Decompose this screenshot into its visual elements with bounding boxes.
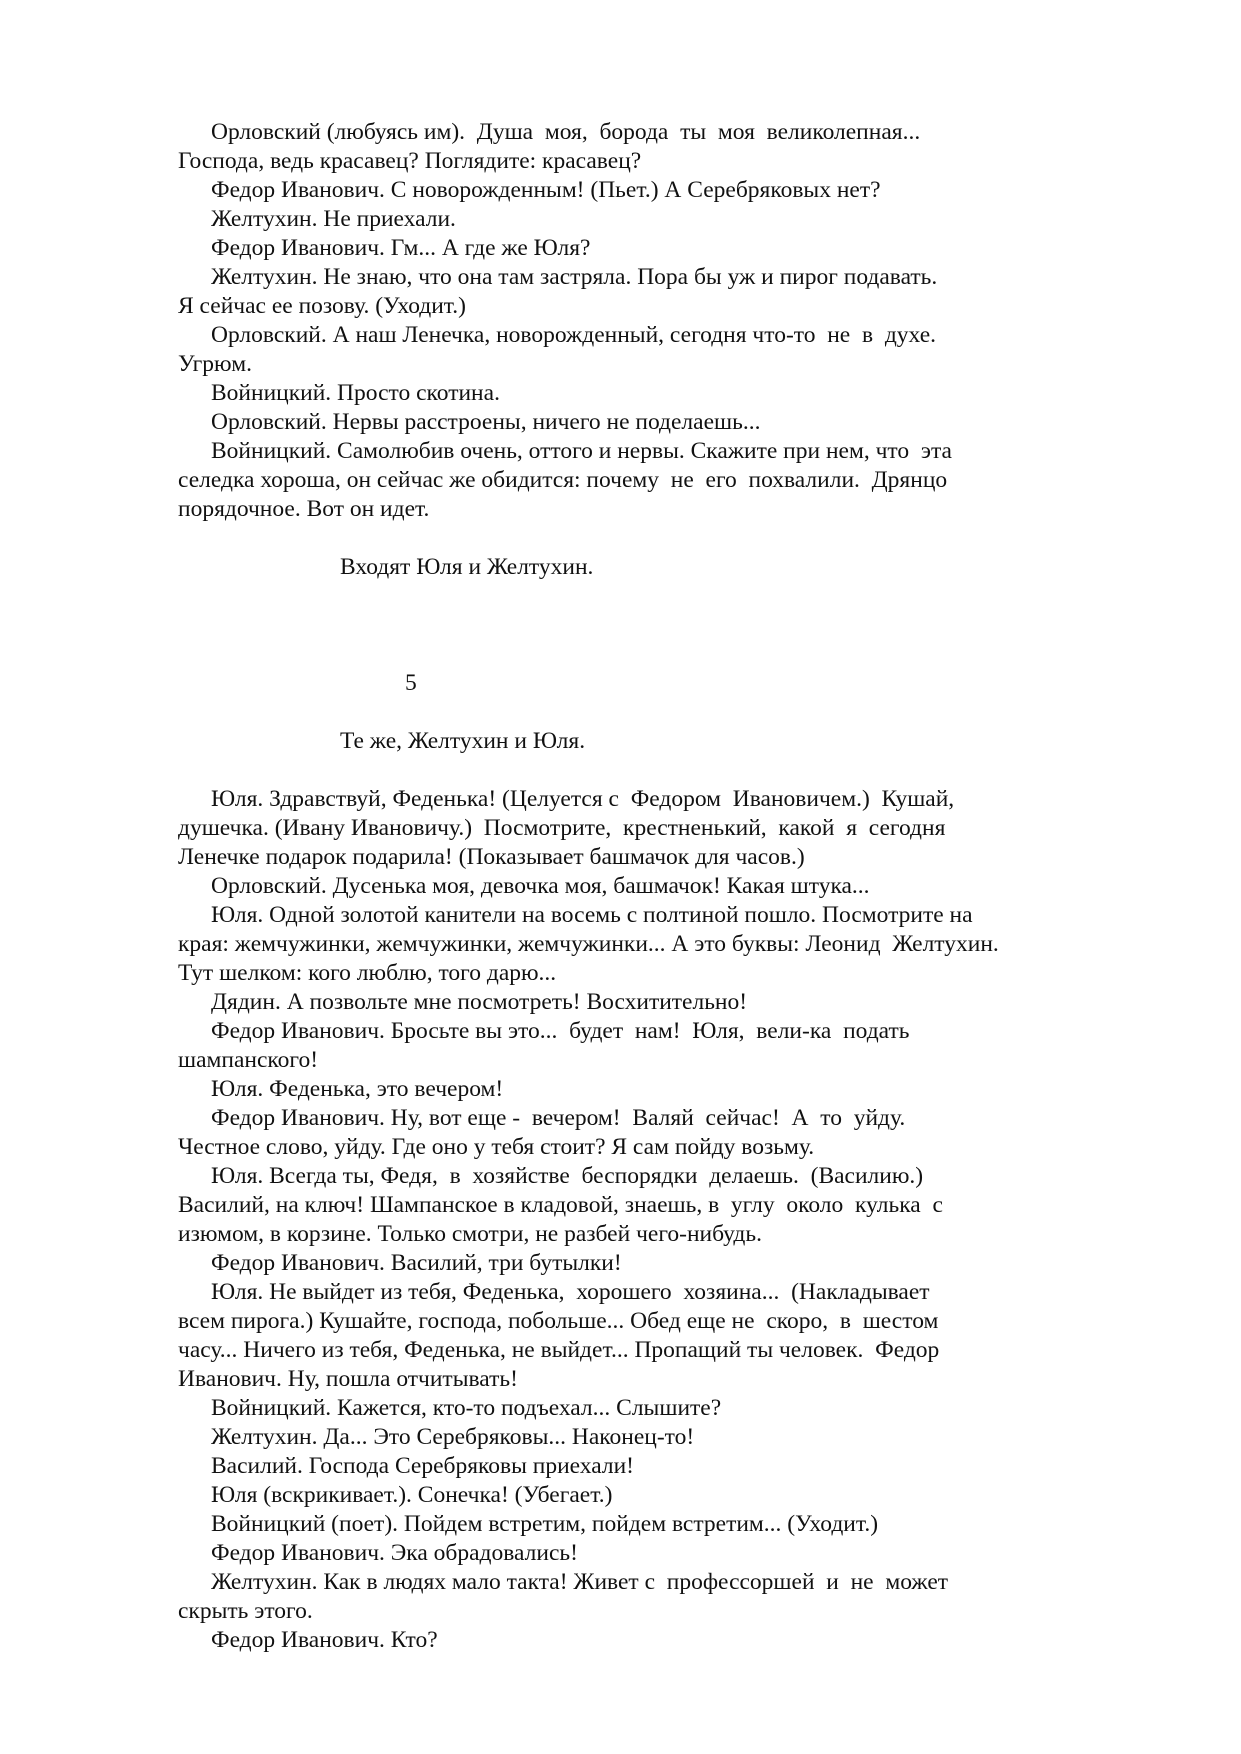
text-line: Василий. Господа Серебряковы приехали!: [211, 1453, 634, 1479]
text-line: Федор Иванович. Василий, три бутылки!: [211, 1250, 622, 1276]
text-line: Войницкий (поет). Пойдем встретим, пойдем встретим... (Уходит.): [211, 1511, 879, 1537]
text-line: Желтухин. Не приехали.: [211, 206, 456, 232]
text-line: Василий, на ключ! Шампанское в кладовой, знаешь, в углу около кулька с: [178, 1192, 943, 1218]
text-line: Федор Иванович. Эка обрадовались!: [211, 1540, 578, 1566]
text-line: Войницкий. Кажется, кто-то подъехал... Слышите?: [211, 1395, 722, 1421]
text-line: Иванович. Ну, пошла отчитывать!: [178, 1366, 518, 1392]
text-line: часу... Ничего из тебя, Феденька, не выйдет... Пропащий ты человек. Федор: [178, 1337, 940, 1363]
text-line: скрыть этого.: [178, 1598, 313, 1624]
text-line: Желтухин. Не знаю, что она там застряла. Пора бы уж и пирог подавать.: [211, 264, 938, 290]
text-line: Федор Иванович. С новорожденным! (Пьет.) А Серебряковых нет?: [211, 177, 881, 203]
text-line: Федор Иванович. Ну, вот еще - вечером! Валяй сейчас! А то уйду.: [211, 1105, 906, 1131]
text-line: Орловский. Нервы расстроены, ничего не поделаешь...: [211, 409, 761, 435]
text-line: Федор Иванович. Кто?: [211, 1627, 438, 1653]
text-line: Тут шелком: кого люблю, того дарю...: [178, 960, 557, 986]
text-line: Ленечке подарок подарила! (Показывает башмачок для часов.): [178, 844, 805, 870]
text-line: Угрюм.: [178, 351, 252, 377]
text-line: Юля. Феденька, это вечером!: [211, 1076, 504, 1102]
text-line: всем пирога.) Кушайте, господа, побольше... Обед еще не скоро, в шестом: [178, 1308, 939, 1334]
text-line: края: жемчужинки, жемчужинки, жемчужинки... А это буквы: Леонид Желтухин.: [178, 931, 999, 957]
text-line: селедка хороша, он сейчас же обидится: почему не его похвалили. Дрянцо: [178, 467, 948, 493]
text-line: шампанского!: [178, 1047, 319, 1073]
blank-line: [178, 756, 1078, 785]
play-text: [178, 118, 1078, 1655]
scene-number: 5: [405, 670, 417, 696]
text-line: Орловский. Дусенька моя, девочка моя, башмачок! Какая штука...: [211, 873, 870, 899]
text-line: Орловский (любуясь им). Душа моя, борода ты моя великолепная...: [211, 119, 921, 145]
blank-line: [178, 611, 1078, 640]
text-line: Орловский. А наш Ленечка, новорожденный, сегодня что-то не в духе.: [211, 322, 937, 348]
text-line: Господа, ведь красавец? Поглядите: красавец?: [178, 148, 642, 174]
text-line: Войницкий. Просто скотина.: [211, 380, 500, 406]
text-line: Юля. Здравствуй, Феденька! (Целуется с Федором Ивановичем.) Кушай,: [211, 786, 955, 812]
text-line: Юля. Всегда ты, Федя, в хозяйстве беспорядки делаешь. (Василию.): [211, 1163, 924, 1189]
text-line: Юля. Не выйдет из тебя, Феденька, хорошего хозяина... (Накладывает: [211, 1279, 930, 1305]
text-line: Федор Иванович. Бросьте вы это... будет нам! Юля, вели-ка подать: [211, 1018, 910, 1044]
text-line: порядочное. Вот он идет.: [178, 496, 430, 522]
text-line: Юля (вскрикивает.). Сонечка! (Убегает.): [211, 1482, 613, 1508]
text-line: Желтухин. Да... Это Серебряковы... Наконец-то!: [211, 1424, 695, 1450]
text-line: Юля. Одной золотой канители на восемь с полтиной пошло. Посмотрите на: [211, 902, 973, 928]
blank-line: [178, 698, 1078, 727]
text-line: Желтухин. Как в людях мало такта! Живет с профессоршей и не может: [211, 1569, 949, 1595]
text-line: изюмом, в корзине. Только смотри, не разбей чего-нибудь.: [178, 1221, 762, 1247]
text-line: душечка. (Ивану Ивановичу.) Посмотрите, крестненький, какой я сегодня: [178, 815, 946, 841]
text-line: Я сейчас ее позову. (Уходит.): [178, 293, 467, 319]
scene-cast: Те же, Желтухин и Юля.: [340, 728, 586, 754]
blank-line: [178, 582, 1078, 611]
text-line: Федор Иванович. Гм... А где же Юля?: [211, 235, 591, 261]
text-line: Войницкий. Самолюбив очень, оттого и нервы. Скажите при нем, что эта: [211, 438, 952, 464]
blank-line: [178, 524, 1078, 553]
text-line: Честное слово, уйду. Где оно у тебя стоит? Я сам пойду возьму.: [178, 1134, 815, 1160]
text-line: Дядин. А позвольте мне посмотреть! Восхитительно!: [211, 989, 748, 1015]
stage-direction: Входят Юля и Желтухин.: [340, 554, 594, 580]
blank-line: [178, 640, 1078, 669]
